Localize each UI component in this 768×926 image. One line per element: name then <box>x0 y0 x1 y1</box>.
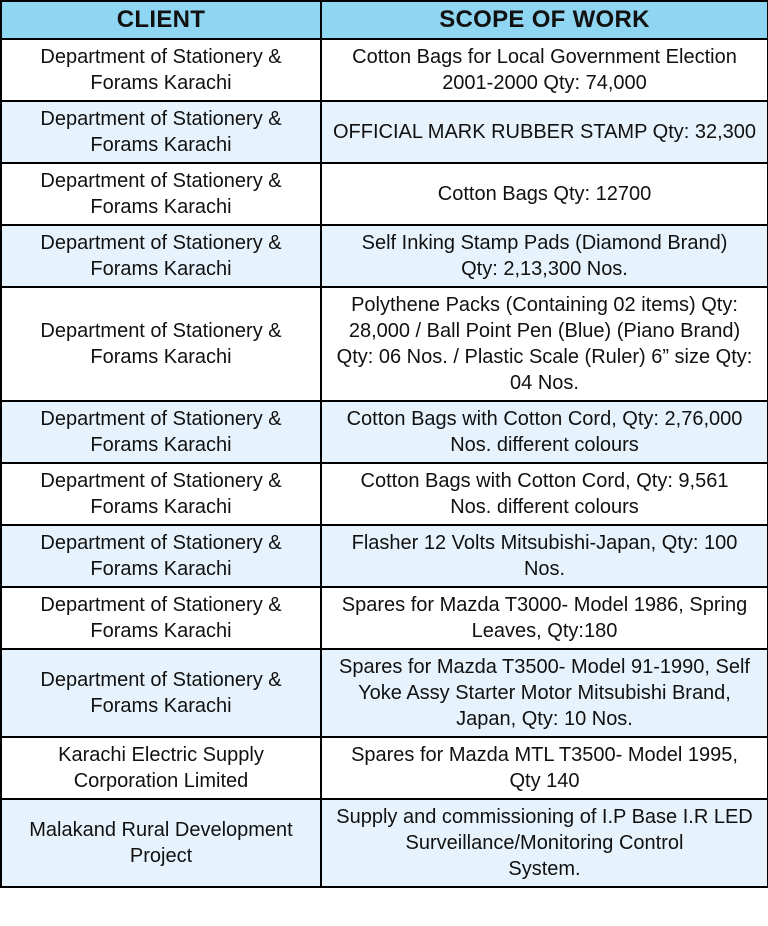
scope-text-line: Cotton Bags Qty: 12700 <box>437 183 652 205</box>
client-cell <box>1 101 321 163</box>
scope-text-line: System. <box>508 858 581 880</box>
table-row <box>1 39 768 101</box>
scope-cell <box>321 737 768 799</box>
client-text-line: Forams Karachi <box>90 134 232 156</box>
client-cell <box>1 39 321 101</box>
scope-cell <box>321 101 768 163</box>
client-cell <box>1 401 321 463</box>
client-text-line: Forams Karachi <box>90 72 232 94</box>
scope-text-line: Japan, Qty: 10 Nos. <box>456 708 633 730</box>
scope-text-line: Yoke Assy Starter Motor Mitsubishi Brand, <box>358 682 731 704</box>
client-text-line: Forams Karachi <box>90 346 232 368</box>
table-header-row <box>1 1 768 39</box>
table-row <box>1 737 768 799</box>
scope-text-line: Nos. different colours <box>450 434 639 456</box>
client-text-line: Forams Karachi <box>90 695 232 717</box>
scope-text-line: 28,000 / Ball Point Pen (Blue) (Piano Brand) <box>348 320 741 342</box>
client-text-line: Corporation Limited <box>73 770 249 792</box>
scope-cell <box>321 225 768 287</box>
scope-text-line: Surveillance/Monitoring Control <box>405 832 684 854</box>
table-row <box>1 799 768 887</box>
scope-text-line: Nos. <box>523 558 566 580</box>
client-text-line: Department of Stationery & <box>40 408 282 430</box>
table-row <box>1 401 768 463</box>
table-body <box>1 39 768 887</box>
client-text-line: Forams Karachi <box>90 620 232 642</box>
scope-text-line: Polythene Packs (Containing 02 items) Qty: <box>351 294 738 316</box>
scope-text-line: Qty: 06 Nos. / Plastic Scale (Ruler) 6” size Qty: <box>336 346 753 368</box>
client-cell <box>1 737 321 799</box>
client-text-line: Department of Stationery & <box>40 108 282 130</box>
scope-cell <box>321 587 768 649</box>
scope-text-line: Spares for Mazda T3500- Model 91-1990, Self <box>339 656 750 678</box>
client-text-line: Department of Stationery & <box>40 320 282 342</box>
scope-cell <box>321 463 768 525</box>
scope-text-line: Cotton Bags for Local Government Election <box>352 46 737 68</box>
client-text-line: Project <box>129 845 193 867</box>
client-text-line: Malakand Rural Development <box>29 819 293 841</box>
scope-cell <box>321 525 768 587</box>
scope-text-line: Spares for Mazda T3000- Model 1986, Spring <box>341 594 748 616</box>
client-text-line: Department of Stationery & <box>40 232 282 254</box>
client-cell <box>1 463 321 525</box>
client-text-line: Department of Stationery & <box>40 669 282 691</box>
scope-column-header: SCOPE OF WORK <box>321 1 768 39</box>
table-row <box>1 101 768 163</box>
scope-text-line: Qty 140 <box>509 770 580 792</box>
table-row <box>1 287 768 401</box>
scope-cell <box>321 649 768 737</box>
client-text-line: Forams Karachi <box>90 434 232 456</box>
scope-text-line: Qty: 2,13,300 Nos. <box>461 258 628 280</box>
client-cell <box>1 525 321 587</box>
client-text-line: Forams Karachi <box>90 196 232 218</box>
scope-text-line: Cotton Bags with Cotton Cord, Qty: 2,76,000 <box>346 408 743 430</box>
scope-cell <box>321 287 768 401</box>
client-cell <box>1 163 321 225</box>
client-text-line: Forams Karachi <box>90 258 232 280</box>
client-cell <box>1 287 321 401</box>
client-text-line: Department of Stationery & <box>40 170 282 192</box>
client-cell <box>1 649 321 737</box>
client-cell <box>1 587 321 649</box>
scope-cell <box>321 163 768 225</box>
client-cell <box>1 225 321 287</box>
scope-text-line: Nos. different colours <box>450 496 639 518</box>
scope-text-line: Spares for Mazda MTL T3500- Model 1995, <box>351 744 738 766</box>
table-row <box>1 525 768 587</box>
client-text-line: Department of Stationery & <box>40 470 282 492</box>
client-column-header: CLIENT <box>1 1 321 39</box>
scope-text-line: Self Inking Stamp Pads (Diamond Brand) <box>361 232 728 254</box>
scope-cell <box>321 799 768 887</box>
client-text-line: Department of Stationery & <box>40 46 282 68</box>
scope-text-line: OFFICIAL MARK RUBBER STAMP Qty: 32,300 <box>332 121 757 143</box>
scope-cell <box>321 39 768 101</box>
scope-text-line: 2001-2000 Qty: 74,000 <box>442 72 647 94</box>
client-text-line: Department of Stationery & <box>40 594 282 616</box>
client-cell <box>1 799 321 887</box>
client-text-line: Forams Karachi <box>90 558 232 580</box>
table-row <box>1 225 768 287</box>
scope-text-line: Supply and commissioning of I.P Base I.R LED <box>336 806 753 828</box>
scope-text-line: Leaves, Qty:180 <box>471 620 618 642</box>
table-row <box>1 649 768 737</box>
table-row <box>1 587 768 649</box>
scope-text-line: 04 Nos. <box>510 372 579 394</box>
table-row <box>1 163 768 225</box>
scope-text-line: Flasher 12 Volts Mitsubishi-Japan, Qty: 100 <box>351 532 738 554</box>
client-text-line: Department of Stationery & <box>40 532 282 554</box>
scope-cell <box>321 401 768 463</box>
table-row <box>1 463 768 525</box>
scope-text-line: Cotton Bags with Cotton Cord, Qty: 9,561 <box>360 470 729 492</box>
client-text-line: Forams Karachi <box>90 496 232 518</box>
client-text-line: Karachi Electric Supply <box>58 744 264 766</box>
